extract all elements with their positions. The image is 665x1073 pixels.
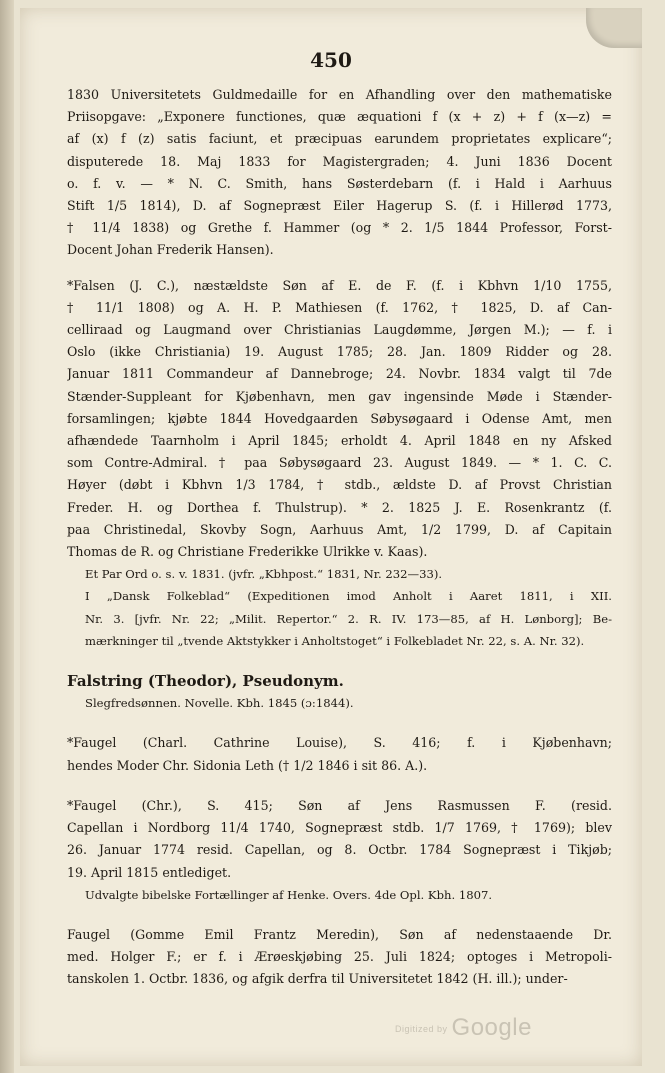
text-line: paa Christinedal, Skovby Sogn, Aarhuus Amt, 1/2 1799, D. af Capitain	[67, 521, 612, 537]
bibliography-note	[67, 563, 612, 585]
text-line: Slegfredsønnen. Novelle. Kbh. 1845 (ɔ:1844).	[85, 696, 354, 711]
text-line: forsamlingen; kjøbte 1844 Hovedgaarden Søbysøgaard i Odense Amt, men	[67, 410, 612, 426]
text-line: celliraad og Laugmand over Christianias Laugdømme, Jørgen M.); — f. i	[67, 322, 612, 338]
bibliography-note	[67, 692, 612, 714]
watermark-prefix: Digitized by	[395, 1023, 448, 1034]
text-line: Oslo (ikke Christiania) 19. August 1785; 28. Jan. 1809 Ridder og 28.	[67, 344, 612, 360]
text-line: mærkninger til „tvende Aktstykker i Anholtstoget“ i Folkebladet Nr. 22, s. A. Nr. 32).	[85, 633, 585, 648]
text-line: Capellan i Nordborg 11/4 1740, Sognepræst stdb. 1/7 1769, † 1769); blev	[67, 820, 612, 836]
paragraph-gap	[67, 906, 612, 924]
paragraph-gap	[67, 777, 612, 795]
text-line: *Faugel (Chr.), S. 415; Søn af Jens Rasmussen F. (resid.	[67, 797, 612, 813]
page-corner-fold	[586, 8, 642, 48]
text-line: som Contre-Admiral. † paa Søbysøgaard 23. August 1849. — * 1. C. C.	[67, 455, 612, 471]
text-line: o. f. v. — * N. C. Smith, hans Søsterdebarn (f. i Hald i Aarhuus	[67, 175, 612, 191]
text-line: 1830 Universitetets Guldmedaille for en Afhandling over den mathematiske	[67, 87, 612, 102]
entry-paragraph	[67, 84, 612, 262]
text-line: hendes Moder Chr. Sidonia Leth († 1/2 1846 i sit 86. A.).	[67, 757, 428, 773]
paragraph-gap	[67, 652, 612, 670]
text-line: Januar 1811 Commandeur af Dannebroge; 24. Novbr. 1834 valgt til 7de	[67, 366, 612, 382]
watermark-brand: Google	[451, 1014, 532, 1041]
text-line: † 11/4 1838) og Grethe f. Hammer (og * 2. 1/5 1844 Professor, Forst-	[67, 220, 612, 236]
entry-paragraph	[67, 795, 612, 884]
text-line: Et Par Ord o. s. v. 1831. (jvfr. „Kbhpost.“ 1831, Nr. 232—33).	[85, 567, 443, 582]
text-line: af (x) f (z) satis faciunt, et præcipuas earundem proprietates explicare“;	[67, 131, 612, 147]
text-line: Freder. H. og Dorthea f. Thulstrup). * 2. 1825 J. E. Rosenkrantz (f.	[67, 499, 612, 515]
text-line: med. Holger F.; er f. i Ærøeskjøbing 25. Juli 1824; optoges i Metropoli-	[67, 949, 612, 965]
text-line: Nr. 3. [jvfr. Nr. 22; „Milit. Repertor.“ 2. R. IV. 173—85, af H. Lønborg]; Be-	[85, 611, 612, 626]
bibliography-note	[67, 585, 612, 652]
text-line: *Faugel (Charl. Cathrine Louise), S. 416; f. i Kjøbenhavn;	[67, 735, 612, 751]
digitization-watermark	[395, 1014, 532, 1042]
page-text	[67, 84, 612, 991]
text-line: Falstring (Theodor), Pseudonym.	[67, 672, 344, 691]
text-line: Stænder-Suppleant for Kjøbenhavn, men gav ingensinde Møde i Stænder-	[67, 388, 612, 404]
entry-paragraph	[67, 275, 612, 564]
paragraph-gap	[67, 262, 612, 275]
bibliography-note	[67, 884, 612, 906]
text-line: tanskolen 1. Octbr. 1836, og afgik derfra til Universitetet 1842 (H. ill.); under-	[67, 971, 568, 987]
text-line: disputerede 18. Maj 1833 for Magistergraden; 4. Juni 1836 Docent	[67, 153, 612, 169]
text-line: Priisopgave: „Exponere functiones, quæ æquationi f (x + z) + f (x—z) =	[67, 109, 612, 125]
paragraph-gap	[67, 714, 612, 732]
book-binding-edge	[0, 0, 14, 1073]
text-line: Udvalgte bibelske Fortællinger af Henke. Overs. 4de Opl. Kbh. 1807.	[85, 887, 493, 902]
text-line: Docent Johan Frederik Hansen).	[67, 242, 274, 258]
text-line: Stift 1/5 1814), D. af Sognepræst Eiler Hagerup S. (f. i Hillerød 1773,	[67, 198, 612, 214]
text-line: 19. April 1815 entlediget.	[67, 864, 232, 880]
page-number: 450	[310, 48, 352, 72]
text-line: 26. Januar 1774 resid. Capellan, og 8. Octbr. 1784 Sognepræst i Tikjøb;	[67, 842, 612, 858]
text-line: *Falsen (J. C.), næstældste Søn af E. de F. (f. i Kbhvn 1/10 1755,	[67, 277, 612, 293]
entry-paragraph	[67, 924, 612, 991]
text-line: afhændede Taarnholm i April 1845; erholdt 4. April 1848 en ny Afsked	[67, 433, 612, 449]
text-line: I „Dansk Folkeblad“ (Expeditionen imod Anholt i Aaret 1811, i XII.	[85, 589, 612, 604]
entry-paragraph	[67, 732, 612, 776]
text-line: † 11/1 1808) og A. H. P. Mathiesen (f. 1762, † 1825, D. af Can-	[67, 299, 612, 315]
entry-heading	[67, 670, 612, 692]
text-line: Høyer (døbt i Kbhvn 1/3 1784, † stdb., ældste D. af Provst Christian	[67, 477, 612, 493]
text-line: Faugel (Gomme Emil Frantz Meredin), Søn af nedenstaaende Dr.	[67, 926, 612, 942]
text-line: Thomas de R. og Christiane Frederikke Ulrikke v. Kaas).	[67, 544, 428, 560]
